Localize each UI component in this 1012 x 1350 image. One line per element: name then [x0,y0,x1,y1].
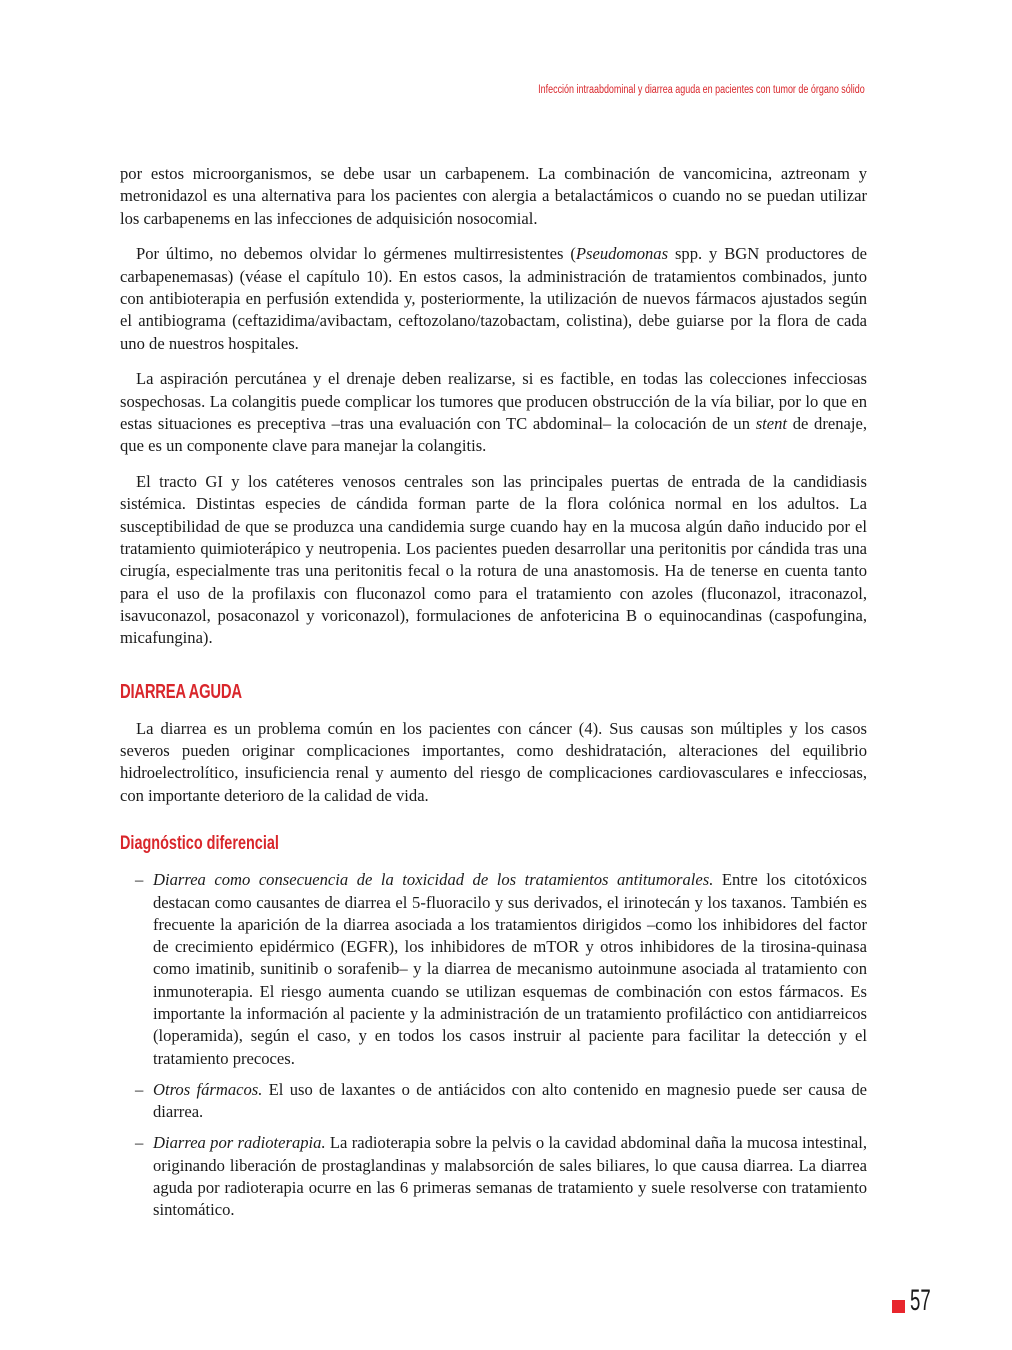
list-item-italic: Diarrea como consecuencia de la toxicidad de los tratamientos antitumorales. [153,870,714,890]
list-dash: – [135,1079,144,1099]
page-number-marker [892,1300,905,1313]
list-item-text: La radioterapia sobre la pelvis o la cavidad abdominal daña la mucosa intestinal, originando liberación de prostaglandinas y malabsorción de sales biliares, lo que causa diarrea. La diarrea aguda por radioterapia ocurre en las 6 primeras semanas de tratamiento y suele resolverse con tratamiento sintomático. [153,1133,867,1220]
paragraph-2-italic: Pseudomonas [575,244,669,264]
paragraph-3-text-b: de drenaje, que es un componente clave para manejar la colangitis. [120,413,868,456]
paragraph-3 [120,368,867,457]
list-dash: – [135,1133,144,1153]
list-item-text: Entre los citotóxicos destacan como causantes de diarrea el 5-fluoracilo y sus derivados, el irinotecán y los taxanos. También es frecuente la aparición de la diarrea asociada a los tratamientos dirigidos –como los inhibidores del factor de crecimiento epidérmico (EGFR), los inhibidores de mTOR y otros inhibidores de la tirosina-quinasa como imatinib, sunitinib o sorafenib– y la diarrea de mecanismo autoinmune asociada al tratamiento con inmunoterapia. El riesgo aumenta cuando se utilizan esquemas de combinación con estos fármacos. Es importante la información al paciente y la administración de un tratamiento profiláctico con antidiarreicos (loperamida), según el caso, y en todos los casos instruir al paciente para facilitar la detección y el tratamiento precoces. [153,870,867,1068]
paragraph-2-text-b: spp. y BGN productores de carbapenemasas) (véase el capítulo 10). En estos casos, la administración de tratamientos combinados, junto con antibioterapia en perfusión extendida y, posteriormente, la utilización de nuevos fármacos ajustados según el antibiograma (ceftazidima/avibactam, ceftozolano/tazobactam, colistina), debe guiarse por la flora de cada uno de nuestros hospitales. [120,244,867,353]
differential-list [120,869,867,1221]
list-item-text: El uso de laxantes o de antiácidos con alto contenido en magnesio puede ser causa de diarrea. [153,1079,867,1122]
section-title: DIARREA AGUDA [120,681,242,704]
list-item [120,1132,867,1221]
subsection-title: Diagnóstico diferencial [120,832,279,854]
page-number: 57 [910,1284,931,1317]
body-text [120,163,867,1231]
paragraph-3-italic: stent [755,413,788,433]
list-item [120,1079,867,1124]
paragraph-1: por estos microorganismos, se debe usar un carbapenem. La combinación de vancomicina, aztreonam y metronidazol es una alternativa para los pacientes con alergia a betalactámicos o cuando no se puedan utilizar los carbapenems en las infecciones de adquisición nosocomial. [120,164,867,228]
paragraph-3-text-a: La aspiración percutánea y el drenaje deben realizarse, si es factible, en todas las colecciones infecciosas sospechosas. La colangitis puede complicar los tumores que producen obstrucción de la vía biliar, por lo que en estas situaciones es preceptiva –tras una evaluación con TC abdominal– la colocación de un [120,369,867,433]
paragraph-2 [120,243,867,354]
list-item-italic: Otros fármacos. [153,1079,263,1099]
running-header: Infección intraabdominal y diarrea aguda en pacientes con tumor de órgano sólido [538,84,865,96]
list-item-italic: Diarrea por radioterapia. [153,1133,326,1153]
paragraph-5: La diarrea es un problema común en los pacientes con cáncer (4). Sus causas son múltiples y los casos severos pueden originar complicaciones importantes, como deshidratación, alteraciones del equilibrio hidroelectrolítico, insuficiencia renal y aumento del riesgo de complicaciones cardiovasculares e infecciosas, con importante deterioro de la calidad de vida. [120,718,867,805]
paragraph-4: El tracto GI y los catéteres venosos centrales son las principales puertas de entrada de la candidiasis sistémica. Distintas especies de cándida forman parte de la flora colónica normal en los adultos. La susceptibilidad de que se produzca una candidemia surge cuando hay en la mucosa algún daño inducido por el tratamiento quimioterápico y neutropenia. Los pacientes pueden desarrollar una peritonitis por cándida tras una cirugía, especialmente tras una peritonitis fecal o la rotura de una anastomosis. Ha de tenerse en cuenta tanto para el uso de la profilaxis con fluconazol como para el tratamiento con azoles (fluconazol, itraconazol, isavuconazol, posaconazol y voriconazol), formulaciones de anfotericina B o equinocandinas (caspofungina, micafungina). [120,472,867,648]
list-item [120,869,867,1070]
paragraph-2-text-a: Por último, no debemos olvidar lo gérmenes multirresistentes ( [136,244,576,264]
list-dash: – [135,870,144,890]
